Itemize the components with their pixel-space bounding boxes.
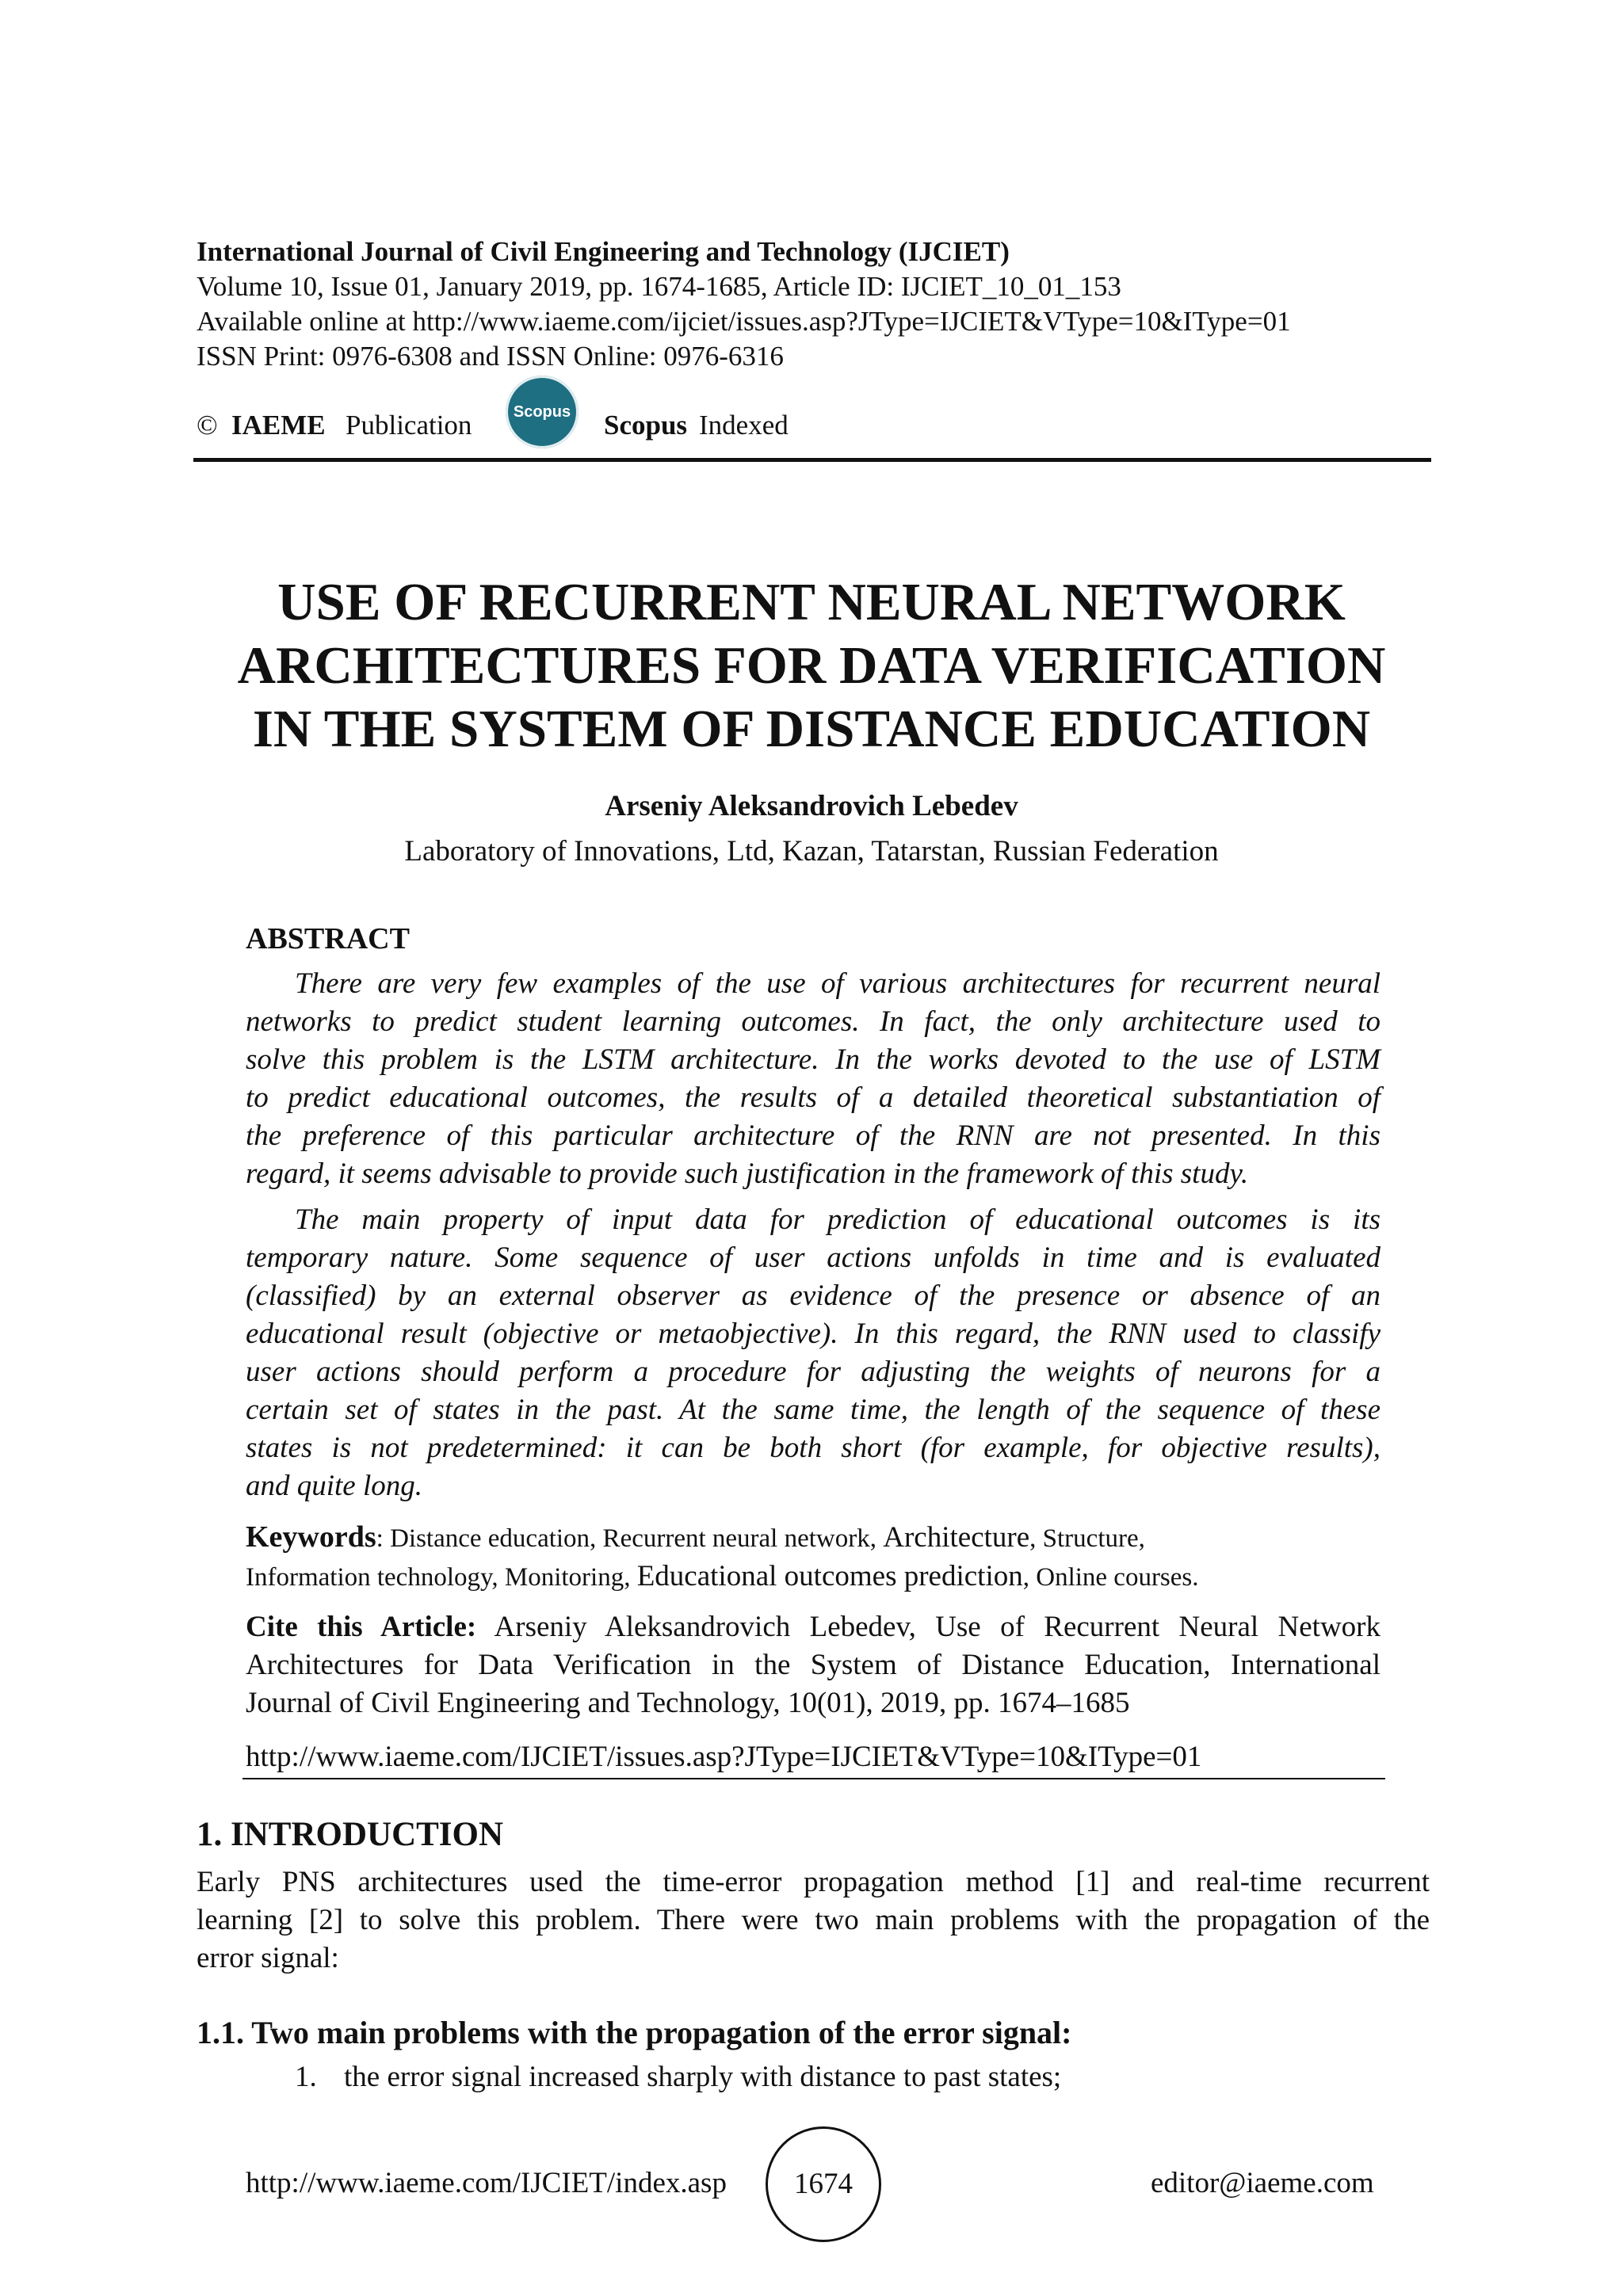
title-line: IN THE SYSTEM OF DISTANCE EDUCATION [252, 700, 1371, 758]
abstract-heading: ABSTRACT [246, 922, 410, 955]
volume-info: Volume 10, Issue 01, January 2019, pp. 1674-1685, Article ID: IJCIET_10_01_153 [197, 271, 1121, 302]
keywords-line [246, 1558, 1381, 1596]
list-item-number: 1. [295, 2061, 317, 2093]
abstract-line: networks to predict student learning outcomes. In fact, the only architecture used to [246, 1005, 1381, 1038]
intro-line: Early PNS architectures used the time-error propagation method [1] and real-time recurrent [197, 1866, 1430, 1898]
subsection-heading: 1.1. Two main problems with the propagation of the error signal: [197, 2015, 1072, 2050]
abstract-line: and quite long. [246, 1470, 423, 1502]
abstract-line: temporary nature. Some sequence of user actions unfolds in time and is evaluated [246, 1241, 1381, 1274]
citation-line [246, 1608, 1381, 1646]
publisher-name: IAEME [231, 410, 326, 441]
keywords [246, 1518, 1381, 1596]
indexed-label: Indexed [699, 410, 789, 441]
abstract-line: (classified) by an external observer as evidence of the presence or absence of an [246, 1280, 1381, 1312]
author-affiliation: Laboratory of Innovations, Ltd, Kazan, Tatarstan, Russian Federation [404, 835, 1219, 868]
abstract-line: certain set of states in the past. At the same time, the length of the sequence of these [246, 1394, 1381, 1426]
intro-line: error signal: [197, 1942, 339, 1974]
section-heading-introduction: 1. INTRODUCTION [197, 1816, 504, 1853]
publication-label: Publication [346, 410, 472, 441]
introduction-paragraph [197, 1863, 1430, 1978]
title-line: USE OF RECURRENT NEURAL NETWORK [277, 573, 1346, 631]
paper-title [158, 570, 1465, 761]
issn-info: ISSN Print: 0976-6308 and ISSN Online: 0976-6316 [197, 341, 784, 372]
keywords-line [246, 1518, 1381, 1558]
citation-divider [242, 1778, 1385, 1779]
abstract-line: to predict educational outcomes, the results of a detailed theoretical substantiation of [246, 1081, 1381, 1114]
abstract-line: solve this problem is the LSTM architecture. In the works devoted to the use of LSTM [246, 1043, 1381, 1076]
keywords-text: : Distance education, Recurrent neural network, [376, 1524, 884, 1553]
copyright-symbol: © [197, 410, 218, 441]
keywords-text: , Online courses. [1022, 1563, 1199, 1592]
keywords-label: Keywords [246, 1520, 376, 1554]
abstract-line: There are very few examples of the use of various architectures for recurrent neural [295, 967, 1381, 1000]
citation-line: Architectures for Data Verification in the System of Distance Education, International [246, 1649, 1381, 1681]
abstract-paragraph-1 [246, 965, 1381, 1193]
keywords-text: Information technology, Monitoring, [246, 1563, 637, 1592]
scopus-logo-icon: Scopus [506, 376, 579, 448]
abstract-line: the preference of this particular architecture of the RNN are not presented. In this [246, 1119, 1381, 1152]
abstract-line: The main property of input data for prediction of educational outcomes is its [295, 1203, 1381, 1236]
citation [246, 1608, 1381, 1722]
title-line: ARCHITECTURES FOR DATA VERIFICATION [237, 636, 1386, 695]
abstract-line: user actions should perform a procedure for adjusting the weights of neurons for a [246, 1356, 1381, 1388]
page-number: 1674 [766, 2126, 881, 2242]
footer-email-link[interactable]: editor@iaeme.com [1151, 2167, 1374, 2199]
author-name: Arseniy Aleksandrovich Lebedev [605, 790, 1018, 822]
citation-label: Cite this Article: [246, 1611, 477, 1643]
abstract-line: educational result (objective or metaobjective). In this regard, the RNN used to classify [246, 1318, 1381, 1350]
intro-line: learning [2] to solve this problem. There were two main problems with the propagation of the [197, 1904, 1430, 1936]
available-online[interactable]: Available online at http://www.iaeme.com/ijciet/issues.asp?JType=IJCIET&VType=10&IType=01 [197, 306, 1291, 337]
journal-name: International Journal of Civil Engineering and Technology (IJCIET) [197, 236, 1010, 267]
list-item-text: the error signal increased sharply with distance to past states; [344, 2061, 1062, 2093]
footer-website-link[interactable]: http://www.iaeme.com/IJCIET/index.asp [246, 2167, 727, 2199]
citation-url-link[interactable]: http://www.iaeme.com/IJCIET/issues.asp?JType=IJCIET&VType=10&IType=01 [246, 1741, 1202, 1773]
keywords-text: , Structure, [1029, 1524, 1145, 1553]
header-divider [193, 458, 1431, 462]
abstract-line: regard, it seems advisable to provide such justification in the framework of this study. [246, 1158, 1249, 1190]
citation-text: Arseniy Aleksandrovich Lebedev, Use of Recurrent Neural Network [476, 1611, 1381, 1643]
abstract-line: states is not predetermined: it can be both short (for example, for objective results), [246, 1432, 1381, 1464]
abstract-paragraph-2 [246, 1201, 1381, 1505]
keywords-text: Architecture [883, 1521, 1030, 1554]
keywords-text: Educational outcomes prediction [636, 1560, 1023, 1592]
scopus-label: Scopus [604, 410, 688, 441]
citation-line: Journal of Civil Engineering and Technology, 10(01), 2019, pp. 1674–1685 [246, 1687, 1130, 1719]
